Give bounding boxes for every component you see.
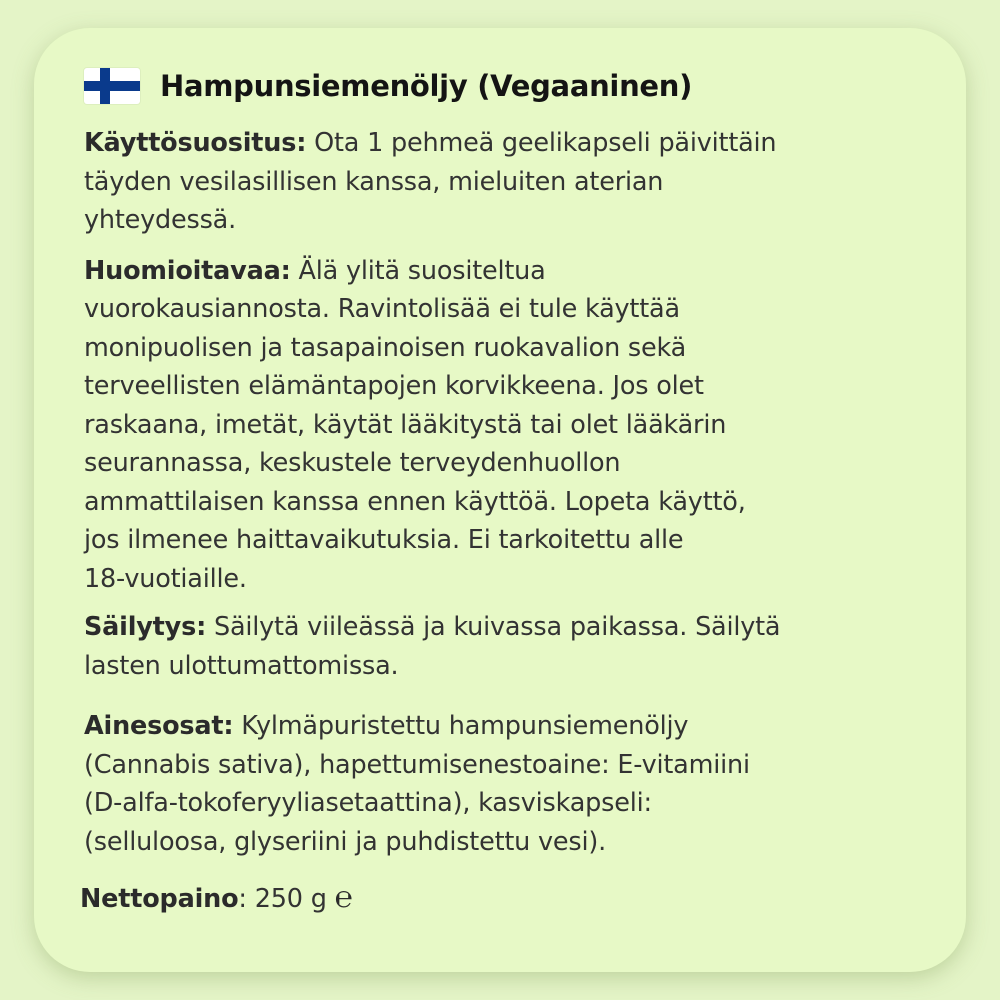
notes-line-4: terveellisten elämäntapojen korvikkeena. Jos olet (84, 371, 704, 401)
estimated-sign-icon: ℮ (334, 880, 353, 915)
ingredients-section (84, 707, 926, 861)
storage-section (84, 608, 926, 685)
product-title: Hampunsiemenöljy (Vegaaninen) (160, 69, 693, 103)
storage-line-1: Säilytys: Säilytä viileässä ja kuivassa paikassa. Säilytä (84, 612, 781, 642)
usage-line-2: täyden vesilasillisen kanssa, mieluiten aterian (84, 166, 664, 197)
usage-line-3: yhteydessä. (84, 205, 237, 235)
ingredients-line-3: (D-alfa-tokoferyyliasetaattina), kasviskapseli: (84, 788, 652, 818)
usage-label: Käyttösuositus: (84, 128, 307, 158)
notes-line-9: 18-vuotiaille. (84, 563, 247, 594)
net-weight-section (80, 879, 922, 919)
finland-flag-icon (84, 68, 140, 104)
notes-line-6: seurannassa, keskustele terveydenhuollon (84, 448, 621, 478)
ingredients-line-2: (Cannabis sativa), hapettumisenestoaine: E-vitamiini (84, 749, 750, 780)
notes-label: Huomioitavaa: (84, 255, 291, 286)
notes-line-7: ammattilaisen kanssa ennen käyttöä. Lopeta käyttö, (84, 486, 746, 517)
storage-label: Säilytys: (84, 612, 207, 642)
notes-line-1: Huomioitavaa: Älä ylitä suositeltua (84, 255, 546, 286)
ingredients-line-1: Ainesosat: Kylmäpuristettu hampunsiemenöljy (84, 711, 689, 741)
net-weight-line (80, 879, 922, 919)
net-weight-value: : 250 g (238, 884, 327, 914)
net-weight-label: Nettopaino (80, 884, 239, 914)
product-info-card (34, 28, 966, 972)
ingredients-label: Ainesosat: (84, 711, 234, 741)
notes-line-8: jos ilmenee haittavaikutuksia. Ei tarkoitettu alle (84, 525, 684, 555)
usage-section (84, 124, 926, 240)
ingredients-line-4: (selluloosa, glyseriini ja puhdistettu vesi). (84, 826, 607, 857)
header (84, 66, 926, 106)
notes-line-5: raskaana, imetät, käytät lääkitystä tai olet lääkärin (84, 409, 727, 440)
usage-line-1: Käyttösuositus: Ota 1 pehmeä geelikapseli päivittäin (84, 128, 777, 158)
notes-section (84, 252, 926, 599)
notes-line-3: monipuolisen ja tasapainoisen ruokavalion sekä (84, 332, 687, 363)
storage-line-2: lasten ulottumattomissa. (84, 650, 399, 681)
notes-line-2: vuorokausiannosta. Ravintolisää ei tule käyttää (84, 294, 680, 324)
